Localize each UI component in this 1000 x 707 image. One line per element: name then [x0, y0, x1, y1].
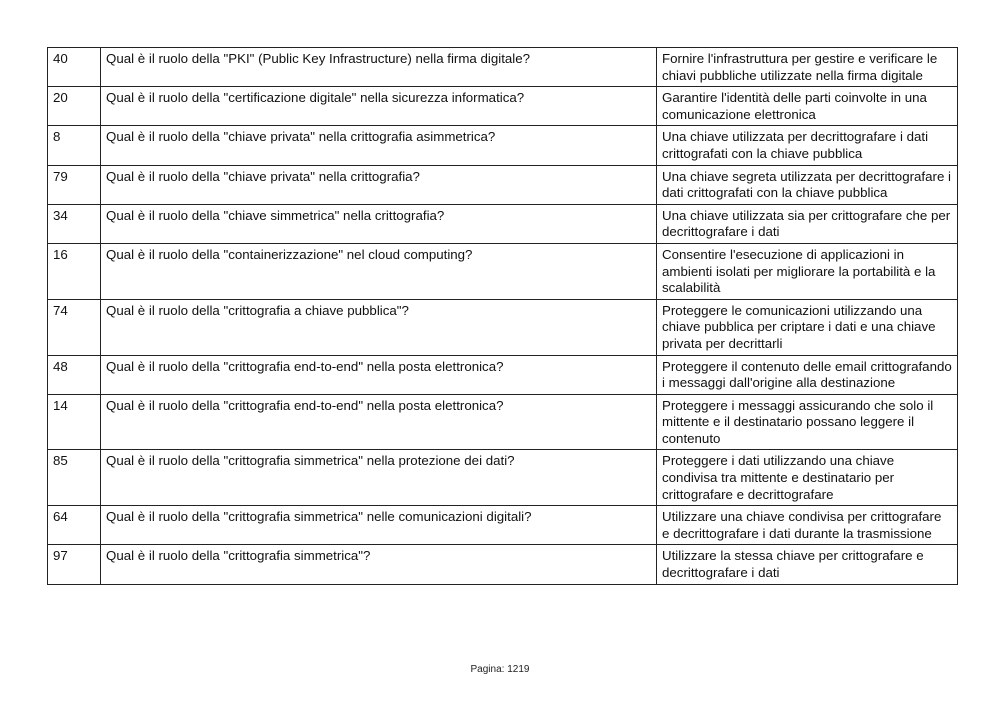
answer-cell: Utilizzare una chiave condivisa per crittografare e decrittografare i dati durante la trasmissione	[657, 506, 958, 545]
question-cell: Qual è il ruolo della "crittografia end-to-end" nella posta elettronica?	[101, 355, 657, 394]
row-number-cell: 16	[48, 243, 101, 299]
answer-cell: Proteggere i messaggi assicurando che solo il mittente e il destinatario possano leggere il contenuto	[657, 394, 958, 450]
question-cell: Qual è il ruolo della "crittografia end-to-end" nella posta elettronica?	[101, 394, 657, 450]
answer-cell: Proteggere le comunicazioni utilizzando una chiave pubblica per criptare i dati e una chiave privata per decrittarli	[657, 299, 958, 355]
table-row	[48, 450, 958, 506]
answer-cell: Utilizzare la stessa chiave per crittografare e decrittografare i dati	[657, 545, 958, 584]
table-row	[48, 299, 958, 355]
row-number-cell: 34	[48, 204, 101, 243]
answer-cell: Una chiave utilizzata sia per crittografare che per decrittografare i dati	[657, 204, 958, 243]
row-number-cell: 14	[48, 394, 101, 450]
qa-table-body	[48, 48, 958, 585]
table-row	[48, 545, 958, 584]
row-number-cell: 40	[48, 48, 101, 87]
table-row	[48, 243, 958, 299]
table-row	[48, 87, 958, 126]
answer-cell: Consentire l'esecuzione di applicazioni in ambienti isolati per migliorare la portabilità e la scalabilità	[657, 243, 958, 299]
answer-cell: Una chiave utilizzata per decrittografare i dati crittografati con la chiave pubblica	[657, 126, 958, 165]
question-cell: Qual è il ruolo della "chiave simmetrica" nella crittografia?	[101, 204, 657, 243]
row-number-cell: 64	[48, 506, 101, 545]
question-cell: Qual è il ruolo della "crittografia simmetrica" nelle comunicazioni digitali?	[101, 506, 657, 545]
question-cell: Qual è il ruolo della "containerizzazione" nel cloud computing?	[101, 243, 657, 299]
question-cell: Qual è il ruolo della "crittografia a chiave pubblica"?	[101, 299, 657, 355]
row-number-cell: 97	[48, 545, 101, 584]
table-row	[48, 126, 958, 165]
question-cell: Qual è il ruolo della "chiave privata" nella crittografia?	[101, 165, 657, 204]
question-cell: Qual è il ruolo della "crittografia simmetrica" nella protezione dei dati?	[101, 450, 657, 506]
row-number-cell: 8	[48, 126, 101, 165]
question-cell: Qual è il ruolo della "chiave privata" nella crittografia asimmetrica?	[101, 126, 657, 165]
table-row	[48, 48, 958, 87]
row-number-cell: 20	[48, 87, 101, 126]
row-number-cell: 79	[48, 165, 101, 204]
table-row	[48, 165, 958, 204]
answer-cell: Fornire l'infrastruttura per gestire e verificare le chiavi pubbliche utilizzate nella firma digitale	[657, 48, 958, 87]
row-number-cell: 48	[48, 355, 101, 394]
question-cell: Qual è il ruolo della "certificazione digitale" nella sicurezza informatica?	[101, 87, 657, 126]
table-row	[48, 394, 958, 450]
qa-table	[47, 47, 958, 585]
row-number-cell: 85	[48, 450, 101, 506]
row-number-cell: 74	[48, 299, 101, 355]
answer-cell: Proteggere i dati utilizzando una chiave condivisa tra mittente e destinatario per crittografare e decrittografare	[657, 450, 958, 506]
table-row	[48, 355, 958, 394]
answer-cell: Una chiave segreta utilizzata per decrittografare i dati crittografati con la chiave pubblica	[657, 165, 958, 204]
answer-cell: Garantire l'identità delle parti coinvolte in una comunicazione elettronica	[657, 87, 958, 126]
table-row	[48, 506, 958, 545]
table-row	[48, 204, 958, 243]
page-footer: Pagina: 1219	[470, 664, 530, 675]
answer-cell: Proteggere il contenuto delle email crittografando i messaggi dall'origine alla destinazione	[657, 355, 958, 394]
question-cell: Qual è il ruolo della "crittografia simmetrica"?	[101, 545, 657, 584]
question-cell: Qual è il ruolo della "PKI" (Public Key Infrastructure) nella firma digitale?	[101, 48, 657, 87]
